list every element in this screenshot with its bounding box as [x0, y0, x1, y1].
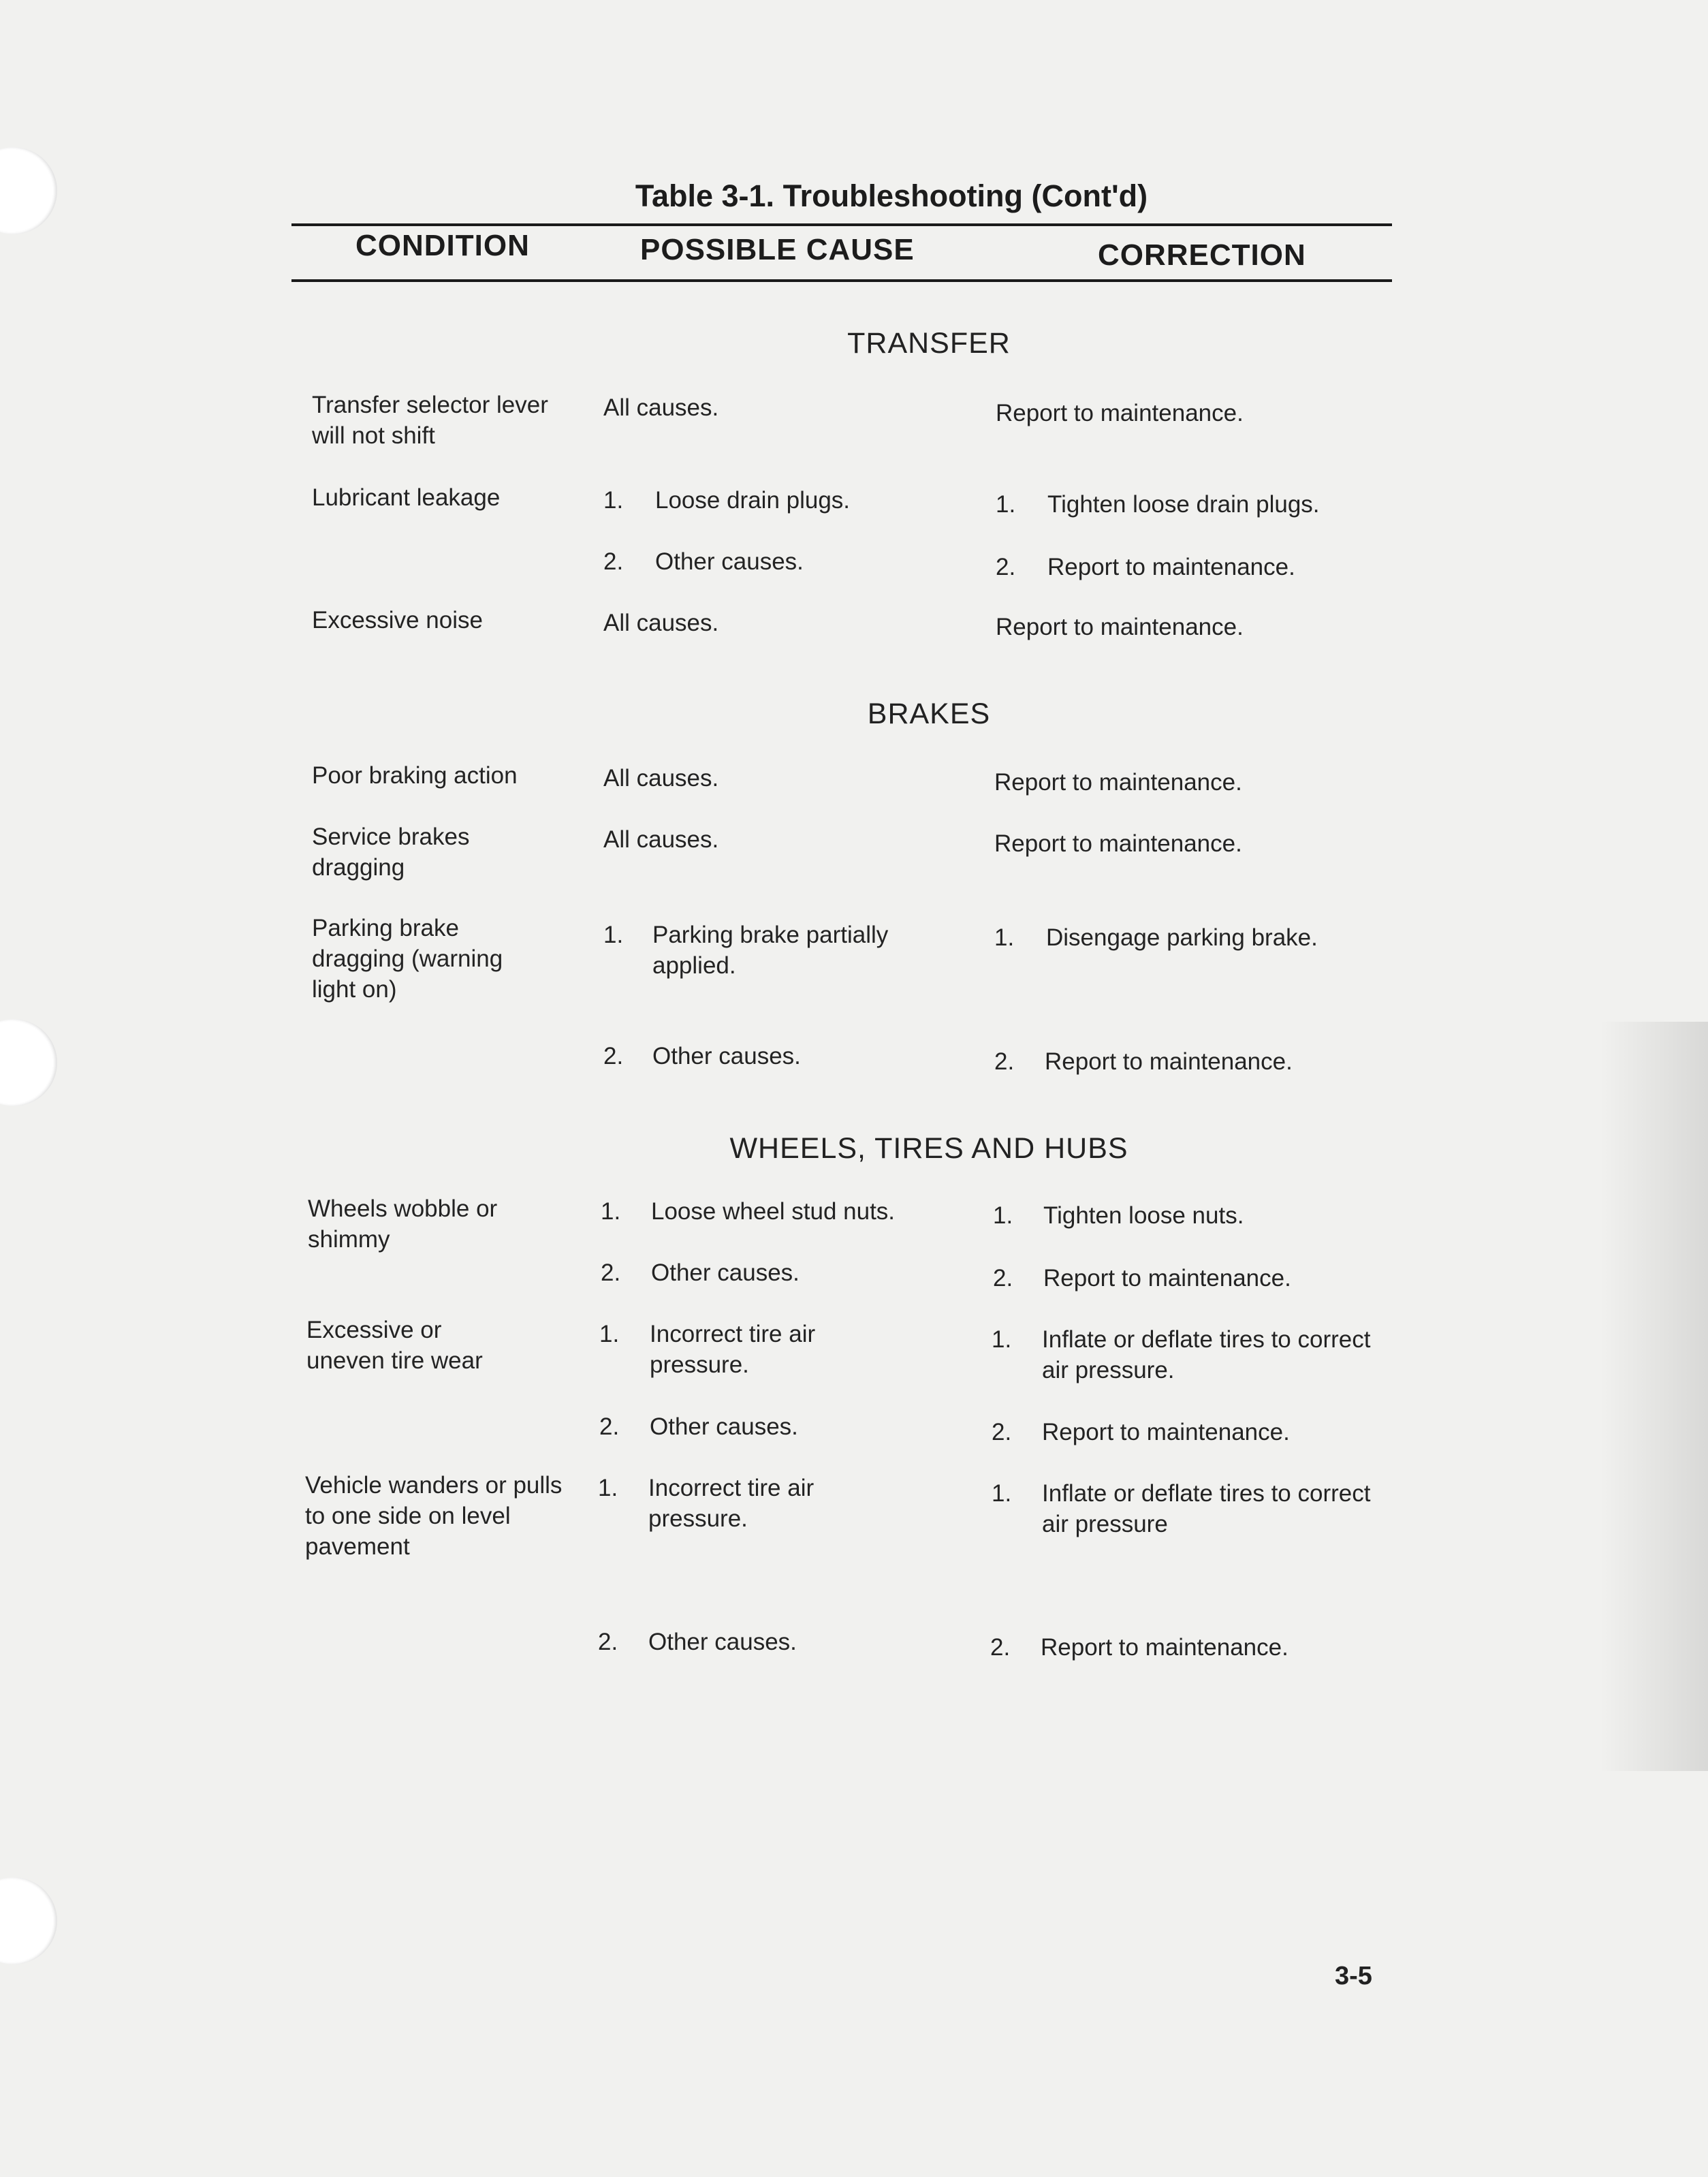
- cause-number: 2.: [601, 1259, 621, 1286]
- correction-cell: Inflate or deflate tires to correct air pressure: [1042, 1480, 1371, 1537]
- cause-number: 2.: [603, 548, 624, 575]
- correction-cell: Report to maintenance.: [1045, 1048, 1293, 1075]
- section-title-brakes: BRAKES: [867, 698, 991, 730]
- correction-cell: Inflate or deflate tires to correct air pressure.: [1042, 1326, 1371, 1383]
- cause-cell: Incorrect tire air pressure.: [648, 1475, 815, 1532]
- header-top-rule: [291, 223, 1392, 226]
- condition-cell: Poor braking action: [312, 762, 518, 789]
- cause-cell: Other causes.: [655, 548, 804, 575]
- correction-number: 2.: [994, 1048, 1015, 1075]
- cause-number: 1.: [599, 1321, 620, 1347]
- correction-cell: Report to maintenance.: [1042, 1419, 1290, 1445]
- condition-cell: Excessive or uneven tire wear: [306, 1317, 483, 1374]
- correction-cell: Disengage parking brake.: [1046, 924, 1318, 951]
- section-title-transfer: TRANSFER: [847, 327, 1011, 360]
- correction-number: 2.: [992, 1419, 1012, 1445]
- correction-number: 2.: [996, 554, 1016, 580]
- binder-hole: [0, 1877, 57, 1964]
- correction-cell: Report to maintenance.: [994, 769, 1242, 796]
- correction-number: 1.: [996, 491, 1016, 518]
- correction-cell: Tighten loose drain plugs.: [1047, 491, 1320, 518]
- condition-cell: Transfer selector lever will not shift: [312, 392, 548, 449]
- correction-cell: Report to maintenance.: [996, 614, 1244, 640]
- correction-number: 1.: [994, 924, 1015, 951]
- correction-cell: Report to maintenance.: [1043, 1265, 1291, 1291]
- cause-cell: Other causes.: [651, 1259, 800, 1286]
- cause-number: 2.: [598, 1629, 618, 1655]
- correction-number: 1.: [992, 1326, 1012, 1353]
- cause-cell: Incorrect tire air pressure.: [650, 1321, 816, 1378]
- cause-cell: Parking brake partially applied.: [652, 922, 889, 979]
- correction-number: 1.: [993, 1202, 1013, 1229]
- binder-hole: [0, 1019, 57, 1106]
- correction-cell: Report to maintenance.: [996, 400, 1244, 426]
- condition-cell: Excessive noise: [312, 607, 483, 633]
- cause-number: 2.: [599, 1413, 620, 1440]
- condition-cell: Vehicle wanders or pulls to one side on level pavement: [305, 1472, 563, 1560]
- condition-cell: Service brakes dragging: [312, 824, 470, 881]
- correction-cell: Tighten loose nuts.: [1043, 1202, 1244, 1229]
- cause-number: 1.: [603, 922, 624, 948]
- cause-cell: Other causes.: [652, 1043, 801, 1069]
- header-possible-cause: POSSIBLE CAUSE: [640, 233, 915, 266]
- condition-cell: Lubricant leakage: [312, 484, 501, 511]
- header-correction: CORRECTION: [1098, 238, 1306, 272]
- cause-cell: All causes.: [603, 826, 719, 853]
- cause-number: 1.: [603, 487, 624, 514]
- cause-cell: All causes.: [603, 610, 719, 636]
- cause-cell: Loose wheel stud nuts.: [651, 1198, 896, 1225]
- section-title-wheels-tires-hubs: WHEELS, TIRES AND HUBS: [729, 1132, 1128, 1165]
- cause-number: 1.: [601, 1198, 621, 1225]
- cause-cell: All causes.: [603, 394, 719, 421]
- table-title: Table 3-1. Troubleshooting (Cont'd): [635, 178, 1148, 213]
- condition-cell: Wheels wobble or shimmy: [308, 1195, 498, 1253]
- correction-cell: Report to maintenance.: [994, 830, 1242, 857]
- page-number: 3-5: [1335, 1962, 1372, 1990]
- cause-number: 1.: [598, 1475, 618, 1501]
- correction-number: 2.: [990, 1634, 1011, 1661]
- header-condition: CONDITION: [355, 229, 530, 262]
- cause-cell: Loose drain plugs.: [655, 487, 851, 514]
- cause-cell: Other causes.: [650, 1413, 798, 1440]
- cause-cell: Other causes.: [648, 1629, 797, 1655]
- cause-cell: All causes.: [603, 765, 719, 792]
- cause-number: 2.: [603, 1043, 624, 1069]
- correction-cell: Report to maintenance.: [1047, 554, 1295, 580]
- correction-number: 2.: [993, 1265, 1013, 1291]
- header-bottom-rule: [291, 279, 1392, 282]
- correction-cell: Report to maintenance.: [1041, 1634, 1288, 1661]
- condition-cell: Parking brake dragging (warning light on): [312, 915, 503, 1003]
- correction-number: 1.: [992, 1480, 1012, 1507]
